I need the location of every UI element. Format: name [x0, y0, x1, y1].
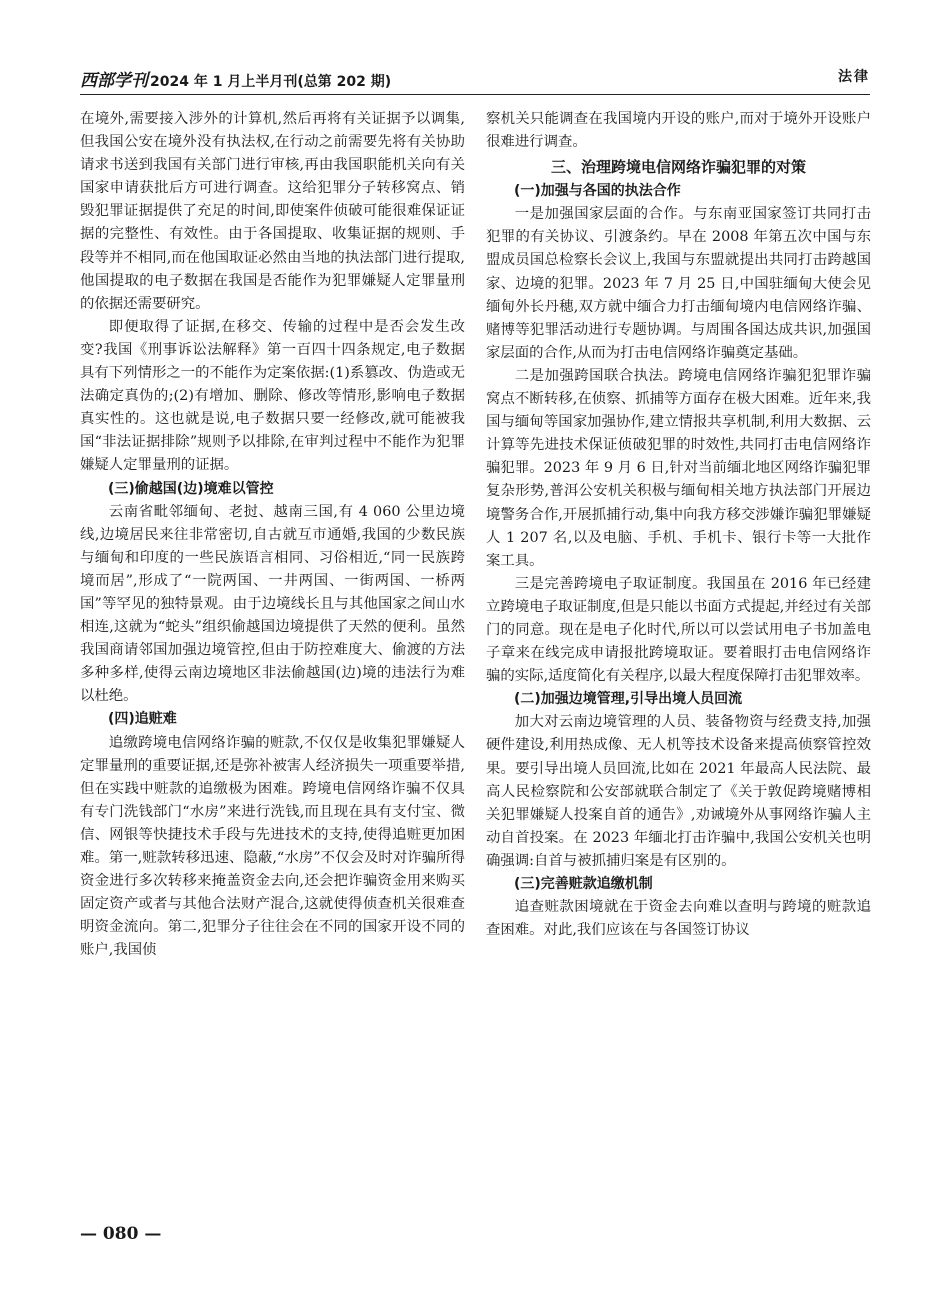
paragraph: 云南省毗邻缅甸、老挝、越南三国,有 4 060 公里边境线,边境居民来往非常密切,自古就互市通婚,我国的少数民族与缅甸和印度的一些民族语言相同、习俗相近,“同一民族跨境而居”,形成了“一院两国、一井两国、一街两国、一桥两国”等罕见的独特景观。由于边境线长且与其他国家之间山水相连,这就为“蛇头”组织偷越国边境提供了天然的便利。虽然我国商请邻国加强边境管控,但由于防控难度大、偷渡的方法多种多样,使得云南边境地区非法偷越国(边)境的违法行为难以杜绝。	[80, 503, 465, 705]
subsection-heading: (四)追赃难	[108, 711, 177, 728]
journal-logo: 西部学刊	[80, 71, 148, 91]
paragraph: 二是加强跨国联合执法。跨境电信网络诈骗犯犯罪诈骗窝点不断转移,在侦察、抓捕等方面存在极大困难。近年来,我国与缅甸等国家加强协作,建立情报共享机制,利用大数据、云计算等先进技术保证侦破犯罪的时效性,共同打击电信网络诈骗犯罪。2023 年 9 月 6 日,针对当前缅北地区网络诈骗犯罪复杂形势,普洱公安机关积极与缅甸相关地方执法部门开展边境警务合作,开展抓捕行动,集中向我方移交涉嫌诈骗犯罪嫌疑人 1 207 名,以及电脑、手机、手机卡、银行卡等一大批作案工具。	[486, 367, 871, 569]
page-header	[80, 64, 870, 95]
paragraph: 一是加强国家层面的合作。与东南亚国家签订共同打击犯罪的有关协议、引渡条约。早在 2008 年第五次中国与东盟成员国总检察长会议上,我国与东盟就提出共同打击跨越国家、边境的犯罪。2023 年 7 月 25 日,中国驻缅甸大使会见缅甸外长丹穗,双方就中缅合力打击缅甸境内电信网络诈骗、赌博等犯罪活动进行专题协调。与周围各国达成共识,加强国家层面的合作,从而为打击电信网络诈骗奠定基础。	[486, 206, 871, 361]
paragraph: 加大对云南边境管理的人员、装备物资与经费支持,加强硬件建设,利用热成像、无人机等技术设备来提高侦察管控效果。要引导出境人员回流,比如在 2021 年最高人民法院、最高人民检察院和公安部就联合制定了《关于敦促跨境赌博相关犯罪嫌疑人投案自首的通告》,劝诫境外从事网络诈骗人主动自首投案。在 2023 年缅北打击诈骗中,我国公安机关也明确强调:自首与被抓捕归案是有区别的。	[486, 714, 871, 869]
subsection-heading: (一)加强与各国的执法合作	[514, 183, 681, 200]
subsection-heading: (二)加强边境管理,引导出境人员回流	[514, 691, 743, 708]
paragraph: 即便取得了证据,在移交、传输的过程中是否会发生改变?我国《刑事诉讼法解释》第一百四十四条规定,电子数据具有下列情形之一的不能作为定案依据:(1)系篡改、伪造或无法确定真伪的;(2)有增加、删除、修改等情形,影响电子数据真实性的。这也就是说,电子数据只要一经修改,就可能被我国“非法证据排除”规则予以排除,在审判过程中不能作为犯罪嫌疑人定罪量刑的证据。	[80, 318, 466, 474]
journal-issue	[80, 66, 391, 91]
left-column	[80, 108, 465, 962]
subsection-heading: (三)完善赃款追缴机制	[514, 876, 653, 892]
section-heading: 三、治理跨境电信网络诈骗犯罪的对策	[550, 158, 806, 177]
right-column	[486, 108, 871, 942]
paragraph: 察机关只能调查在我国境内开设的账户,而对于境外开设账户很难进行调查。	[486, 111, 871, 151]
page-number: — 080 —	[80, 1224, 162, 1244]
subsection-heading: (三)偷越国(边)境难以管控	[108, 480, 274, 497]
paragraph: 追缴跨境电信网络诈骗的赃款,不仅仅是收集犯罪嫌疑人定罪量刑的重要证据,还是弥补被害人经济损失一项重要举措,但在实践中赃款的追缴极为困难。跨境电信网络诈骗不仅具有专门洗钱部门“水房”来进行洗钱,而且现在具有支付宝、微信、网银等快捷技术手段与先进技术的支持,使得追赃更加困难。第一,赃款转移迅速、隐蔽,“水房”不仅会及时对诈骗所得资金进行多次转移来掩盖资金去向,还会把诈骗资金用来购买固定资产或者与其他合法财产混合,这就使得侦查机关很难查明资金流向。第二,犯罪分子往往会在不同的国家开设不同的账户,我国侦	[80, 734, 465, 959]
paragraph: 在境外,需要接入涉外的计算机,然后再将有关证据予以调集,但我国公安在境外没有执法权,在行动之前需要先将有关协助请求书送到我国有关部门进行审核,再由我国职能机关向有关国家申请获批后方可进行调查。这给犯罪分子转移窝点、销毁犯罪证据提供了充足的时间,即使案件侦破可能很难保证证据的完整性、有效性。由于各国提取、收集证据的规则、手段等并不相同,而在他国取证必然由当地的执法部门进行提取,他国提取的电子数据在我国是否能作为犯罪嫌疑人定罪量刑的依据还需要研究。	[80, 111, 465, 312]
paragraph: 三是完善跨境电子取证制度。我国虽在 2016 年已经建立跨境电子取证制度,但是只能以书面方式提起,并经过有关部门的同意。现在是电子化时代,所以可以尝试用电子书加盖电子章来在线完成申请报批跨境取证。要着眼打击电信网络诈骗的实际,适度简化有关程序,以最大程度保障打击犯罪效率。	[486, 575, 871, 685]
section-label: 法律	[838, 69, 870, 85]
issue-info: 2024 年 1 月上半月刊(总第 202 期)	[150, 74, 392, 90]
paragraph: 追查赃款困境就在于资金去向难以查明与跨境的赃款追查困难。对此,我们应该在与各国签订协议	[486, 899, 871, 939]
